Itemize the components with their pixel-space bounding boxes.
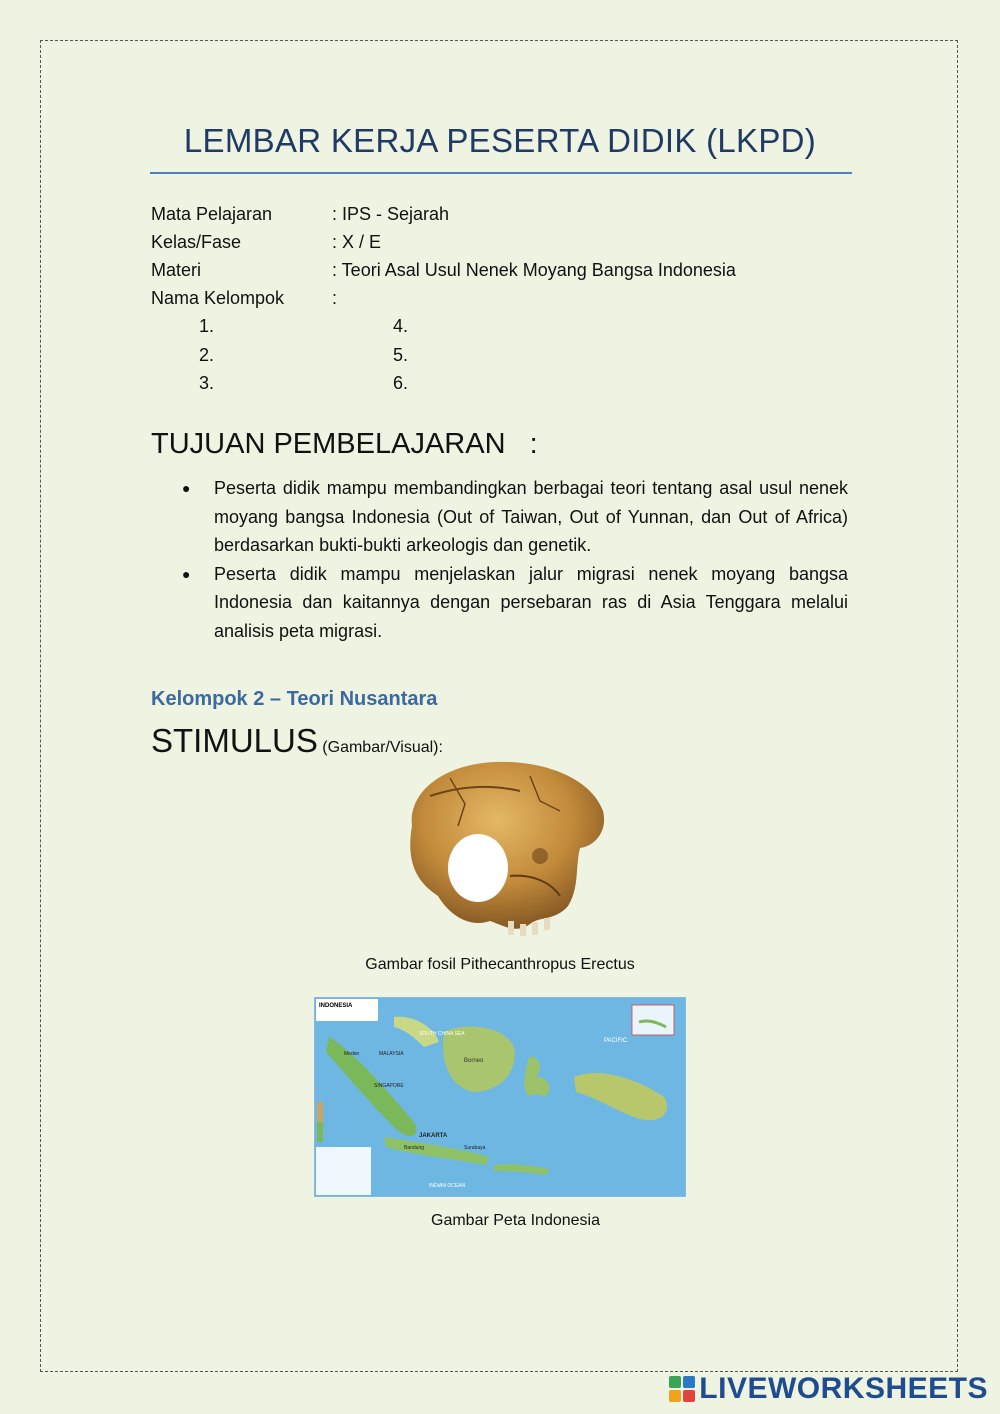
info-row-material [151,256,736,284]
map-label: JAKARTA [419,1133,448,1139]
skull-fossil-image [390,756,610,941]
info-value: : [332,288,338,308]
list-item [180,560,848,646]
map-label: MALAYSIA [379,1051,404,1057]
watermark-text: LIVEWORKSHEETS [699,1372,988,1405]
stimulus-subtitle: (Gambar/Visual): [317,739,443,756]
map-label: Borneo [464,1058,484,1064]
info-label: Nama Kelompok [151,288,285,308]
learning-objectives-list [180,474,848,645]
bullet-icon: ● [182,565,191,582]
member-number: 3. [199,373,215,393]
learning-objectives-heading: TUJUAN PEMBELAJARAN : [151,428,538,460]
member-number: 1. [199,316,215,336]
map-label: SINGAPORE [374,1083,404,1089]
info-label: Materi [151,260,202,280]
map-label: INDIAN OCEAN [429,1183,466,1189]
info-row-class [151,228,736,256]
map-label: SOUTH CHINA SEA [419,1031,465,1037]
info-value: : X / E [332,232,382,252]
info-row-group-name [151,284,736,312]
stimulus-heading [151,722,443,760]
group-heading: Kelompok 2 – Teori Nusantara [151,688,438,710]
info-value: : IPS - Sejarah [332,204,450,224]
info-table [151,200,736,312]
member-row [199,369,408,398]
member-number: 4. [393,316,409,336]
indonesia-map-image [314,997,686,1197]
member-number: 2. [199,344,215,365]
page-title: LEMBAR KERJA PESERTA DIDIK (LKPD) [183,122,817,159]
liveworksheets-watermark [669,1372,988,1406]
map-label: Bandung [404,1145,425,1151]
map-caption: Gambar Peta Indonesia [431,1212,600,1229]
member-row [199,341,408,370]
liveworksheets-logo-icon [669,1376,695,1402]
list-item [180,474,848,560]
info-value: : Teori Asal Usul Nenek Moyang Bangsa Indonesia [332,260,736,280]
member-row [199,312,408,341]
title-divider [150,172,852,174]
objective-text: Peserta didik mampu membandingkan berbagai teori tentang asal usul nenek moyang bangsa Indonesia (Out of Taiwan, Out of Yunnan, dan Out of Africa) berdasarkan bukti-bukti arkeologis dan genetik. [214,478,848,555]
info-row-subject [151,200,736,228]
stimulus-title: STIMULUS [151,722,318,759]
member-number: 5. [393,344,409,365]
map-title-label: INDONESIA [319,1003,353,1009]
member-number: 6. [393,373,409,393]
info-label: Kelas/Fase [151,232,242,252]
map-label: Medan [344,1051,360,1057]
member-list [199,312,408,398]
map-label: PACIFIC [604,1038,628,1044]
objective-text: Peserta didik mampu menjelaskan jalur migrasi nenek moyang bangsa Indonesia dan kaitannya dengan persebaran ras di Asia Tenggara melalui analisis peta migrasi. [214,563,848,641]
skull-caption: Gambar fosil Pithecanthropus Erectus [365,956,635,973]
map-label: Surabaya [464,1145,486,1151]
bullet-icon: ● [182,480,191,496]
info-label: Mata Pelajaran [151,204,273,224]
